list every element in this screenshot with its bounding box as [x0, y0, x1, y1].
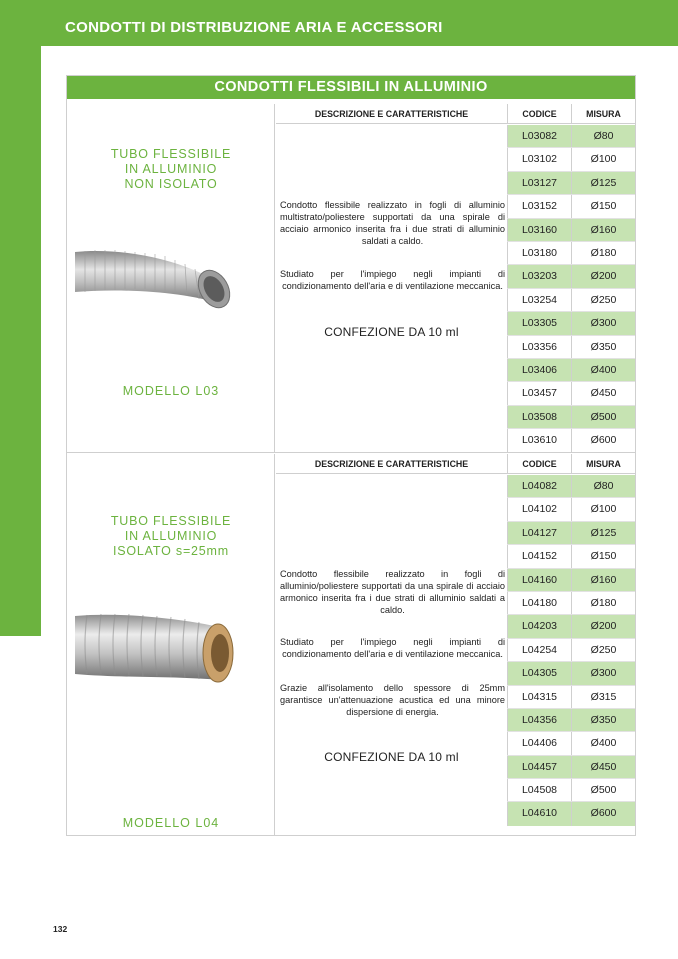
table-row: L04127 Ø125 — [507, 522, 635, 545]
table-row: L04102 Ø100 — [507, 498, 635, 521]
table-row: L03610 Ø600 — [507, 429, 635, 452]
table-row: L03102 Ø100 — [507, 148, 635, 171]
table-row: L03508 Ø500 — [507, 406, 635, 429]
size-header: MISURA — [571, 104, 635, 124]
table-row: L04406 Ø400 — [507, 732, 635, 755]
table-row: L03305 Ø300 — [507, 312, 635, 335]
code-size-list — [507, 125, 635, 452]
table-row: L03082 Ø80 — [507, 125, 635, 148]
table-row: L03254 Ø250 — [507, 289, 635, 312]
uninsulated-pipe-image — [75, 234, 235, 334]
product-info-column — [67, 454, 275, 836]
table-row: L03406 Ø400 — [507, 359, 635, 382]
model-label: MODELLO L04 — [122, 816, 220, 830]
description-paragraph: Studiato per l'impiego negli impianti di condizionamento dell'aria e di ventilazione meccanica. — [280, 269, 505, 291]
insulated-pipe-image — [75, 604, 235, 704]
table-row: L03160 Ø160 — [507, 219, 635, 242]
code-header: CODICE — [507, 454, 571, 474]
description-paragraph: Studiato per l'impiego negli impianti di condizionamento dell'aria e di ventilazione meccanica. — [280, 637, 505, 659]
description-paragraph: Condotto flessibile realizzato in fogli di alluminio/poliestere supportati da una spirale di acciaio armonico inserita fra i due strati di alluminio saldati a caldo. — [280, 569, 505, 615]
description-header: DESCRIZIONE E CARATTERISTICHE — [276, 454, 507, 474]
table-row: L04508 Ø500 — [507, 779, 635, 802]
description-paragraph: Condotto flessibile realizzato in fogli di alluminio multistrato/poliestere supportati da una spirale di acciaio armonico inserita fra i due strati di alluminio saldati a caldo. — [280, 200, 505, 246]
product-info-column — [67, 104, 275, 452]
model-label: MODELLO L03 — [122, 384, 220, 398]
product-title: TUBO FLESSIBILE IN ALLUMINIO ISOLATO s=25mm — [110, 514, 232, 558]
table-row: L03457 Ø450 — [507, 382, 635, 405]
table-row: L04305 Ø300 — [507, 662, 635, 685]
table-row: L03203 Ø200 — [507, 265, 635, 288]
table-row: L04254 Ø250 — [507, 639, 635, 662]
page-header-title: CONDOTTI DI DISTRIBUZIONE ARIA E ACCESSORI — [65, 19, 443, 36]
green-side-band — [0, 0, 41, 636]
table-row: L03356 Ø350 — [507, 336, 635, 359]
section-l04 — [67, 454, 635, 836]
table-row: L04160 Ø160 — [507, 569, 635, 592]
table-row: L03180 Ø180 — [507, 242, 635, 265]
table-row: L04315 Ø315 — [507, 686, 635, 709]
table-row: L04152 Ø150 — [507, 545, 635, 568]
table-row: L03152 Ø150 — [507, 195, 635, 218]
table-row: L04082 Ø80 — [507, 475, 635, 498]
package-info: CONFEZIONE DA 10 ml — [324, 325, 459, 339]
header-bar — [0, 0, 678, 46]
table-row: L04180 Ø180 — [507, 592, 635, 615]
page-number: 132 — [53, 924, 68, 934]
product-title: TUBO FLESSIBILE IN ALLUMINIO NON ISOLATO — [110, 147, 232, 191]
code-header: CODICE — [507, 104, 571, 124]
table-row: L03127 Ø125 — [507, 172, 635, 195]
section-l03 — [67, 104, 635, 453]
product-table — [66, 75, 636, 836]
table-row: L04203 Ø200 — [507, 615, 635, 638]
table-row: L04356 Ø350 — [507, 709, 635, 732]
table-title: CONDOTTI FLESSIBILI IN ALLUMINIO — [67, 76, 635, 99]
package-info: CONFEZIONE DA 10 ml — [324, 750, 459, 764]
code-size-list — [507, 475, 635, 826]
table-row: L04610 Ø600 — [507, 802, 635, 825]
size-header: MISURA — [571, 454, 635, 474]
table-row: L04457 Ø450 — [507, 756, 635, 779]
description-header: DESCRIZIONE E CARATTERISTICHE — [276, 104, 507, 124]
description-paragraph: Grazie all'isolamento dello spessore di 25mm garantisce un'attenuazione acustica ed una minore dispersione di energia. — [280, 683, 505, 717]
